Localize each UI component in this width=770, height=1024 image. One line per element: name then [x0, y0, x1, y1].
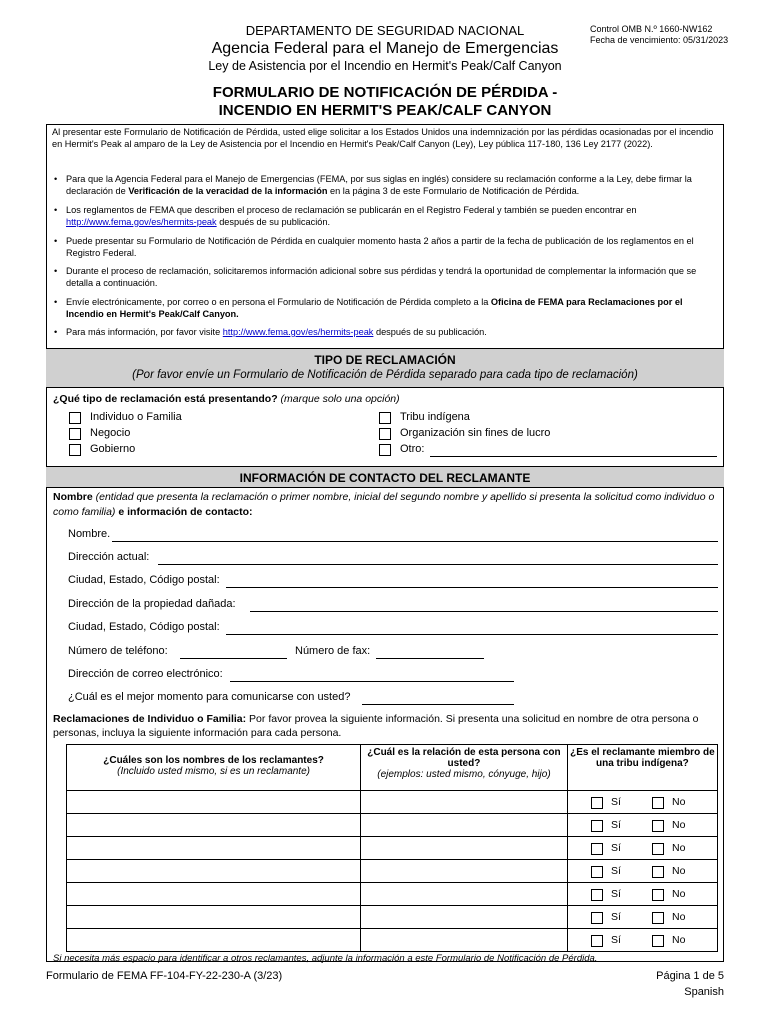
- tribe-yes-label-2: Sí: [611, 819, 621, 831]
- contact-heading: INFORMACIÓN DE CONTACTO DEL RECLAMANTE: [239, 471, 531, 485]
- property-address-label: Dirección de la propiedad dañada:: [68, 598, 236, 610]
- bullet-6-post: después de su publicación.: [373, 327, 487, 337]
- claimant-relation-cell[interactable]: [361, 929, 568, 952]
- claimant-tribe-cell: [567, 906, 717, 929]
- bullet-1-bold: Verificación de la veracidad de la información: [128, 185, 328, 196]
- address-input[interactable]: [158, 564, 718, 565]
- omb-info: [590, 24, 728, 46]
- individual-intro-bold: Reclamaciones de Individuo o Familia:: [53, 713, 247, 725]
- language-label: Spanish: [684, 986, 724, 998]
- claimant-tribe-cell: [567, 791, 717, 814]
- tribe-no-checkbox-6[interactable]: [652, 912, 664, 924]
- contact-intro-bold2: e información de contacto:: [115, 506, 253, 518]
- contact-intro: [53, 490, 718, 520]
- name-label: Nombre.: [68, 528, 111, 540]
- best-time-label: ¿Cuál es el mejor momento para comunicarse con usted?: [68, 691, 351, 703]
- other-input[interactable]: [430, 456, 717, 457]
- contact-intro-bold1: Nombre: [53, 491, 93, 503]
- agency-name: Agencia Federal para el Manejo de Emergencias: [211, 40, 559, 57]
- checkbox-nonprofit[interactable]: [379, 428, 391, 440]
- individual-intro-rest: Por favor provea la siguiente información. Si presenta una solicitud en nombre de otra persona o personas, incluya la siguiente información para cada persona.: [53, 713, 699, 739]
- claimant-name-cell[interactable]: [67, 814, 361, 837]
- bullet-1-post: en la página 3 de este Formulario de Notificación de Pérdida.: [327, 185, 580, 196]
- tribe-yes-label-3: Sí: [611, 842, 621, 854]
- law-name: Ley de Asistencia por el Incendio en Hermit's Peak/Calf Canyon: [208, 59, 562, 73]
- tribe-yes-label-5: Sí: [611, 888, 621, 900]
- bullet-4-text: Durante el proceso de reclamación, solicitaremos información adicional sobre sus pérdidas y tendrá la oportunidad de complementar la información que se detalla a continuación.: [66, 266, 697, 288]
- phone-label: Número de teléfono:: [68, 645, 168, 657]
- bullet-process: • Durante el proceso de reclamación, solicitaremos información adicional sobre sus pérdidas y tendrá la oportunidad de complementar la información que se detalla a continuación.: [54, 266, 697, 288]
- city2-label: Ciudad, Estado, Código postal:: [68, 621, 220, 633]
- table-header-row: [67, 745, 718, 791]
- omb-control: Control OMB N.º 1660-NW162: [590, 24, 713, 34]
- individual-intro: [53, 712, 718, 740]
- fax-label: Número de fax:: [295, 645, 371, 657]
- bullet-2-pre: Los reglamentos de FEMA que describen el proceso de reclamación se publicarán en el Registro Federal y también se pueden encontrar en: [66, 205, 637, 215]
- bullet-5-pre: Envíe electrónicamente, por correo o en persona el Formulario de Notificación de Pérdida completo a la: [66, 297, 491, 307]
- bullet-2-post: después de su publicación.: [216, 216, 331, 227]
- col1-title: ¿Cuáles son los nombres de los reclamantes?: [103, 755, 324, 766]
- form-title: [0, 84, 770, 120]
- tribe-yes-label-4: Sí: [611, 865, 621, 877]
- phone-input[interactable]: [180, 658, 287, 659]
- tribe-no-checkbox-4[interactable]: [652, 866, 664, 878]
- option-individual: Individuo o Familia: [90, 411, 182, 423]
- tribe-yes-checkbox-4[interactable]: [591, 866, 603, 878]
- tribe-no-checkbox-3[interactable]: [652, 843, 664, 855]
- checkbox-government[interactable]: [69, 444, 81, 456]
- tribe-yes-label-6: Sí: [611, 911, 621, 923]
- tribe-yes-label-1: Sí: [611, 796, 621, 808]
- option-business: Negocio: [90, 427, 131, 439]
- fax-input[interactable]: [376, 658, 484, 659]
- option-government: Gobierno: [90, 443, 136, 455]
- bullet-submit: • Envíe electrónicamente, por correo o en persona el Formulario de Notificación de Pérdida completo a la Oficina de FEMA para Reclamaciones por el Incendio en Hermit's Peak/Calf Canyon.: [54, 297, 683, 319]
- department-name: DEPARTAMENTO DE SEGURIDAD NACIONAL: [245, 23, 525, 38]
- option-tribe: Tribu indígena: [400, 411, 470, 423]
- claimant-name-cell[interactable]: [67, 883, 361, 906]
- tribe-no-checkbox-2[interactable]: [652, 820, 664, 832]
- claim-type-band: [46, 348, 724, 388]
- tribe-no-checkbox-5[interactable]: [652, 889, 664, 901]
- col2-title: ¿Cuál es la relación de esta persona con usted?: [367, 747, 561, 769]
- tribe-no-checkbox-7[interactable]: [652, 935, 664, 947]
- fema-link-1[interactable]: http://www.fema.gov/es/hermits-peak: [66, 216, 217, 227]
- city-label: Ciudad, Estado, Código postal:: [68, 574, 220, 586]
- email-input[interactable]: [230, 681, 514, 682]
- fema-link-2[interactable]: http://www.fema.gov/es/hermits-peak: [222, 327, 374, 337]
- city-input[interactable]: [226, 587, 718, 588]
- claimant-tribe-cell: [567, 837, 717, 860]
- tribe-no-label-3: No: [672, 842, 686, 854]
- tribe-no-checkbox-1[interactable]: [652, 797, 664, 809]
- tribe-no-label-1: No: [672, 796, 686, 808]
- form-id: Formulario de FEMA FF-104-FY-22-230-A (3/23): [46, 970, 283, 982]
- footer-note: Si necesita más espacio para identificar a otros reclamantes, adjunte la información a este Formulario de Notificación de Pérdida.: [53, 953, 598, 964]
- intro-text: Al presentar este Formulario de Notificación de Pérdida, usted elige solicitar a los Estados Unidos una indemnización por las pérdidas ocasionadas por el incendio en Hermit's Peak al amparo de la Ley de Asistencia por el Incendio en Hermit's Peak/Calf Canyon (Ley), Ley pública 117-180, 136 Ley 2177 (2022).: [52, 127, 714, 149]
- tribe-yes-checkbox-3[interactable]: [591, 843, 603, 855]
- email-label: Dirección de correo electrónico:: [68, 668, 223, 680]
- best-time-input[interactable]: [362, 704, 514, 705]
- tribe-yes-label-7: Sí: [611, 934, 621, 946]
- city2-input[interactable]: [226, 634, 718, 635]
- claimant-name-cell[interactable]: [67, 860, 361, 883]
- claim-question-note: (marque solo una opción): [277, 393, 400, 405]
- tribe-yes-checkbox-2[interactable]: [591, 820, 603, 832]
- claim-type-heading: TIPO DE RECLAMACIÓN: [314, 353, 456, 367]
- tribe-yes-checkbox-6[interactable]: [591, 912, 603, 924]
- claimant-name-cell[interactable]: [67, 906, 361, 929]
- claimant-relation-cell[interactable]: [361, 906, 568, 929]
- form-title-line2: INCENDIO EN HERMIT'S PEAK/CALF CANYON: [218, 102, 552, 119]
- col1-note: (Incluido usted mismo, si es un reclamante): [117, 766, 310, 777]
- tribe-yes-checkbox-1[interactable]: [591, 797, 603, 809]
- col-relation-header: [361, 745, 568, 791]
- checkbox-individual[interactable]: [69, 412, 81, 424]
- contact-band: [46, 466, 724, 488]
- bullet-1-pre: Para que la Agencia Federal para el Manejo de Emergencias (FEMA, por sus siglas en inglés) considere su reclamación conforme a la Ley, debe firmar la declaración de: [66, 174, 692, 196]
- claimant-tribe-cell: [567, 860, 717, 883]
- bullet-regulations: • Los reglamentos de FEMA que describen el proceso de reclamación se publicarán en el Registro Federal y también se pueden encontrar en http://www.fema.gov/es/hermits-peak después de su publicación.: [54, 205, 637, 227]
- address-label: Dirección actual:: [68, 551, 150, 563]
- bullet-signature: • Para que la Agencia Federal para el Manejo de Emergencias (FEMA, por sus siglas en inglés) considere su reclamación conforme a la Ley, debe firmar la declaración de Verificación de la veracidad de la información en la página 3 de este Formulario de Notificación de Pérdida.: [54, 174, 692, 196]
- checkbox-tribe[interactable]: [379, 412, 391, 424]
- col2-note: (ejemplos: usted mismo, cónyuge, hijo): [377, 769, 551, 780]
- col-names-header: [67, 745, 361, 791]
- checkbox-other[interactable]: [379, 444, 391, 456]
- tribe-no-label-4: No: [672, 865, 686, 877]
- bullet-5-bold: Oficina de FEMA para Reclamaciones por el Incendio en Hermit's Peak/Calf Canyon.: [66, 297, 683, 319]
- claimant-name-cell[interactable]: [67, 791, 361, 814]
- claimant-tribe-cell: [567, 814, 717, 837]
- form-title-line1: FORMULARIO DE NOTIFICACIÓN DE PÉRDIDA -: [212, 84, 558, 101]
- page-number: Página 1 de 5: [656, 970, 724, 982]
- bullet-6-pre: Para más información, por favor visite: [66, 327, 223, 337]
- tribe-no-label-6: No: [672, 911, 686, 923]
- checkbox-business[interactable]: [69, 428, 81, 440]
- bullet-more-info: • Para más información, por favor visite http://www.fema.gov/es/hermits-peak después de su publicación.: [54, 327, 487, 337]
- claim-question-text: ¿Qué tipo de reclamación está presentando?: [53, 393, 278, 405]
- claimant-relation-cell[interactable]: [361, 814, 568, 837]
- property-address-input[interactable]: [250, 611, 718, 612]
- name-input[interactable]: [112, 541, 718, 542]
- claimant-relation-cell[interactable]: [361, 860, 568, 883]
- tribe-yes-checkbox-7[interactable]: [591, 935, 603, 947]
- claim-type-question: [53, 393, 400, 405]
- bullet-deadline: • Puede presentar su Formulario de Notificación de Pérdida en cualquier momento hasta 2 años a partir de la fecha de publicación de los reglamentos en el Registro Federal.: [54, 236, 694, 258]
- claim-type-subheading: (Por favor envíe un Formulario de Notificación de Pérdida separado para cada tipo de reclamación): [132, 369, 638, 381]
- claimant-relation-cell[interactable]: [361, 791, 568, 814]
- claimant-relation-cell[interactable]: [361, 883, 568, 906]
- contact-intro-italic: (entidad que presenta la reclamación o primer nombre, inicial del segundo nombre y apellido si presenta la solicitud como individuo o como familia): [53, 491, 715, 518]
- tribe-no-label-7: No: [672, 934, 686, 946]
- claimant-relation-cell[interactable]: [361, 837, 568, 860]
- tribe-no-label-2: No: [672, 819, 686, 831]
- col-tribe-header: [567, 745, 717, 791]
- option-nonprofit: Organización sin fines de lucro: [400, 427, 551, 439]
- col3-title: ¿Es el reclamante miembro de una tribu indígena?: [570, 747, 715, 769]
- option-other: Otro:: [400, 443, 425, 455]
- claimant-tribe-cell: [567, 883, 717, 906]
- claimant-name-cell[interactable]: [67, 837, 361, 860]
- bullet-3-text: Puede presentar su Formulario de Notificación de Pérdida en cualquier momento hasta 2 años a partir de la fecha de publicación de los reglamentos en el Registro Federal.: [66, 236, 694, 258]
- claimant-tribe-cell: [567, 929, 717, 952]
- claimant-name-cell[interactable]: [67, 929, 361, 952]
- tribe-no-label-5: No: [672, 888, 686, 900]
- omb-expiry: Fecha de vencimiento: 05/31/2023: [590, 35, 729, 45]
- tribe-yes-checkbox-5[interactable]: [591, 889, 603, 901]
